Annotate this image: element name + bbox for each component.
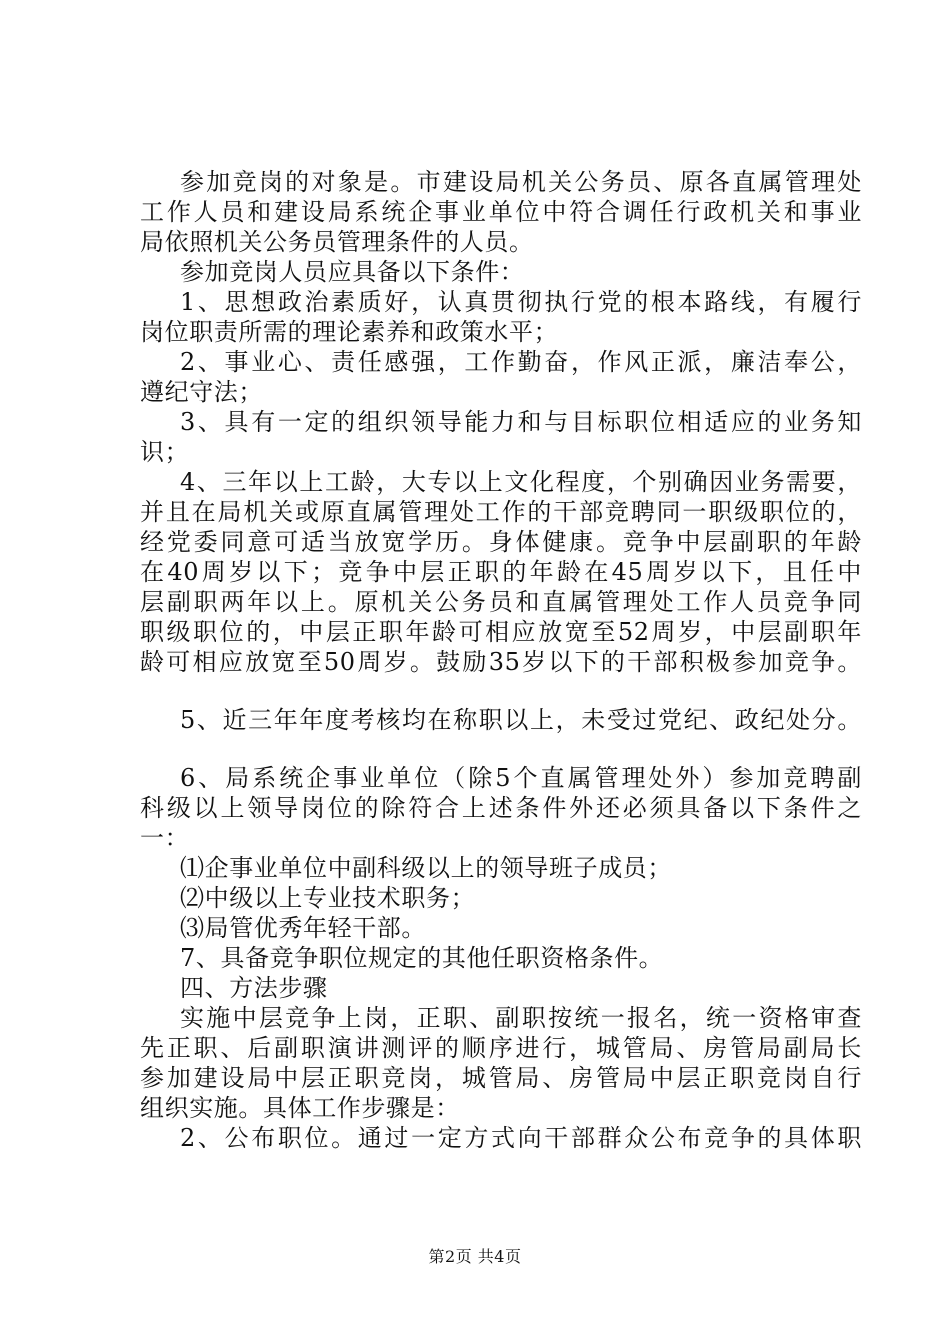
text-line: 3、具有一定的组织领导能力和与目标职位相适应的业务知 <box>180 408 862 436</box>
text-line: 6、局系统企事业单位（除5个直属管理处外）参加竞聘副 <box>180 764 862 792</box>
text-line: 一： <box>140 824 190 852</box>
text-line: 科级以上领导岗位的除符合上述条件外还必须具备以下条件之 <box>140 794 862 822</box>
text-line: 龄可相应放宽至50周岁。鼓励35岁以下的干部积极参加竞争。 <box>140 648 862 676</box>
text-line: 参加竞岗人员应具备以下条件： <box>180 258 525 286</box>
document-body <box>140 167 862 1153</box>
text-line: 识； <box>140 438 190 466</box>
text-line: 5、近三年年度考核均在称职以上，未受过党纪、政纪处分。 <box>180 706 862 734</box>
paragraph-gap <box>140 677 862 705</box>
text-line: 实施中层竞争上岗，正职、副职按统一报名，统一资格审查 <box>180 1004 862 1032</box>
page-footer: 第2页 共4页 <box>428 1247 522 1266</box>
text-line: ⑴企事业单位中副科级以上的领导班子成员； <box>180 854 672 882</box>
text-line: 7、具备竞争职位规定的其他任职资格条件。 <box>180 944 664 972</box>
text-line: 层副职两年以上。原机关公务员和直属管理处工作人员竞争同 <box>140 588 862 616</box>
text-line: 先正职、后副职演讲测评的顺序进行，城管局、房管局副局长 <box>140 1034 862 1062</box>
text-line: 2、事业心、责任感强，工作勤奋，作风正派，廉洁奉公， <box>180 348 862 376</box>
section-heading: 四、方法步骤 <box>180 974 328 1002</box>
text-line: 并且在局机关或原直属管理处工作的干部竞聘同一职级职位的， <box>140 498 862 526</box>
text-line: 经党委同意可适当放宽学历。身体健康。竞争中层副职的年龄 <box>140 528 862 556</box>
text-line: 岗位职责所需的理论素养和政策水平； <box>140 318 559 346</box>
text-line: ⑶局管优秀年轻干部。 <box>180 914 426 942</box>
text-line: 局依照机关公务员管理条件的人员。 <box>140 228 534 256</box>
text-line: 在40周岁以下；竞争中层正职的年龄在45周岁以下，且任中 <box>140 558 862 586</box>
paragraph-gap <box>140 735 862 763</box>
text-line: 职级职位的，中层正职年龄可相应放宽至52周岁，中层副职年 <box>140 618 862 646</box>
text-line: 组织实施。具体工作步骤是： <box>140 1094 460 1122</box>
text-line: 参加竞岗的对象是。市建设局机关公务员、原各直属管理处 <box>180 168 862 196</box>
text-line: 工作人员和建设局系统企事业单位中符合调任行政机关和事业 <box>140 198 862 226</box>
text-line: 4、三年以上工龄，大专以上文化程度，个别确因业务需要， <box>180 468 862 496</box>
text-line: 1、思想政治素质好，认真贯彻执行党的根本路线，有履行 <box>180 288 862 316</box>
text-line: ⑵中级以上专业技术职务； <box>180 884 476 912</box>
text-line: 2、公布职位。通过一定方式向干部群众公布竞争的具体职 <box>180 1124 862 1152</box>
text-line: 遵纪守法； <box>140 378 263 406</box>
text-line: 参加建设局中层正职竞岗，城管局、房管局中层正职竞岗自行 <box>140 1064 862 1092</box>
